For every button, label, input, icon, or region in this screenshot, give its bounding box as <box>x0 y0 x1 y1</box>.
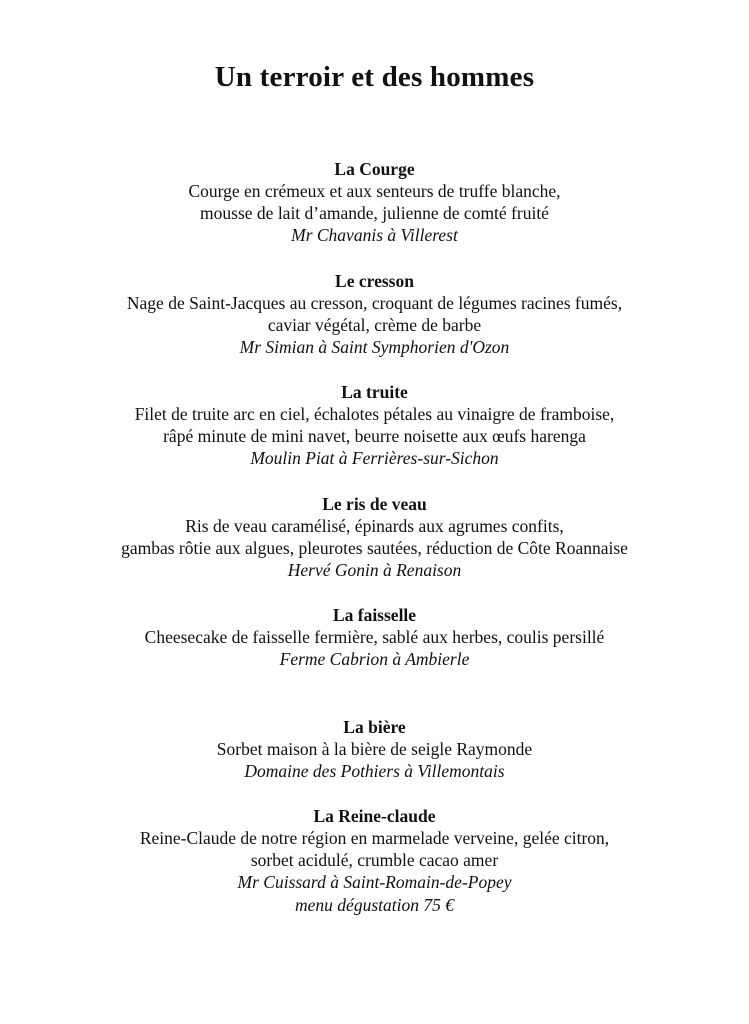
course-producer: Ferme Cabrion à Ambierle <box>279 649 470 669</box>
course-name: La Reine-claude <box>313 805 436 826</box>
course-name: Le ris de veau <box>322 493 427 514</box>
menu-price: menu dégustation 75 € <box>295 895 454 915</box>
course-name: La truite <box>341 382 408 402</box>
menu-title: Un terroir et des hommes <box>214 61 535 93</box>
course-description-line: sorbet acidulé, crumble cacao amer <box>250 849 499 870</box>
course-description-line: Nage de Saint-Jacques au cresson, croquant de légumes racines fumés, <box>126 292 623 313</box>
course-producer: Mr Cuissard à Saint-Romain-de-Popey <box>237 871 512 892</box>
course-description-line: Filet de truite arc en ciel, échalotes pétales au vinaigre de framboise, <box>134 404 615 424</box>
course-description-line: mousse de lait d’amande, julienne de comté fruité <box>200 203 549 223</box>
course-ris-de-veau <box>0 493 749 605</box>
course-description-line: râpé minute de mini navet, beurre noisette aux œufs harenga <box>163 426 586 446</box>
course-truite <box>0 381 749 493</box>
course-producer: Mr Chavanis à Villerest <box>291 225 458 245</box>
course-description-line: Ris de veau caramélisé, épinards aux agrumes confits, <box>185 515 564 536</box>
course-description-line: caviar végétal, crème de barbe <box>267 314 482 335</box>
course-cresson <box>0 270 749 382</box>
course-list <box>0 158 749 916</box>
course-description-line: Reine-Claude de notre région en marmelade verveine, gelée citron, <box>139 827 610 848</box>
course-description-line: Sorbet maison à la bière de seigle Raymonde <box>216 738 533 759</box>
course-name: La Courge <box>334 159 415 179</box>
course-producer: Moulin Piat à Ferrières-sur-Sichon <box>250 448 499 468</box>
course-faisselle <box>0 604 749 716</box>
course-producer: Domaine des Pothiers à Villemontais <box>244 760 505 781</box>
course-name: La bière <box>343 716 406 737</box>
course-description-line: Courge en crémeux et aux senteurs de truffe blanche, <box>188 181 561 201</box>
course-producer: Hervé Gonin à Renaison <box>287 559 462 580</box>
course-courge <box>0 158 749 270</box>
course-name: Le cresson <box>335 270 414 291</box>
course-name: La faisselle <box>332 605 417 625</box>
course-description-line: gambas rôtie aux algues, pleurotes sautées, réduction de Côte Roannaise <box>121 537 628 558</box>
course-description-line: Cheesecake de faisselle fermière, sablé aux herbes, coulis persillé <box>144 627 605 647</box>
course-biere <box>0 716 749 805</box>
course-producer: Mr Simian à Saint Symphorien d'Ozon <box>239 336 510 357</box>
